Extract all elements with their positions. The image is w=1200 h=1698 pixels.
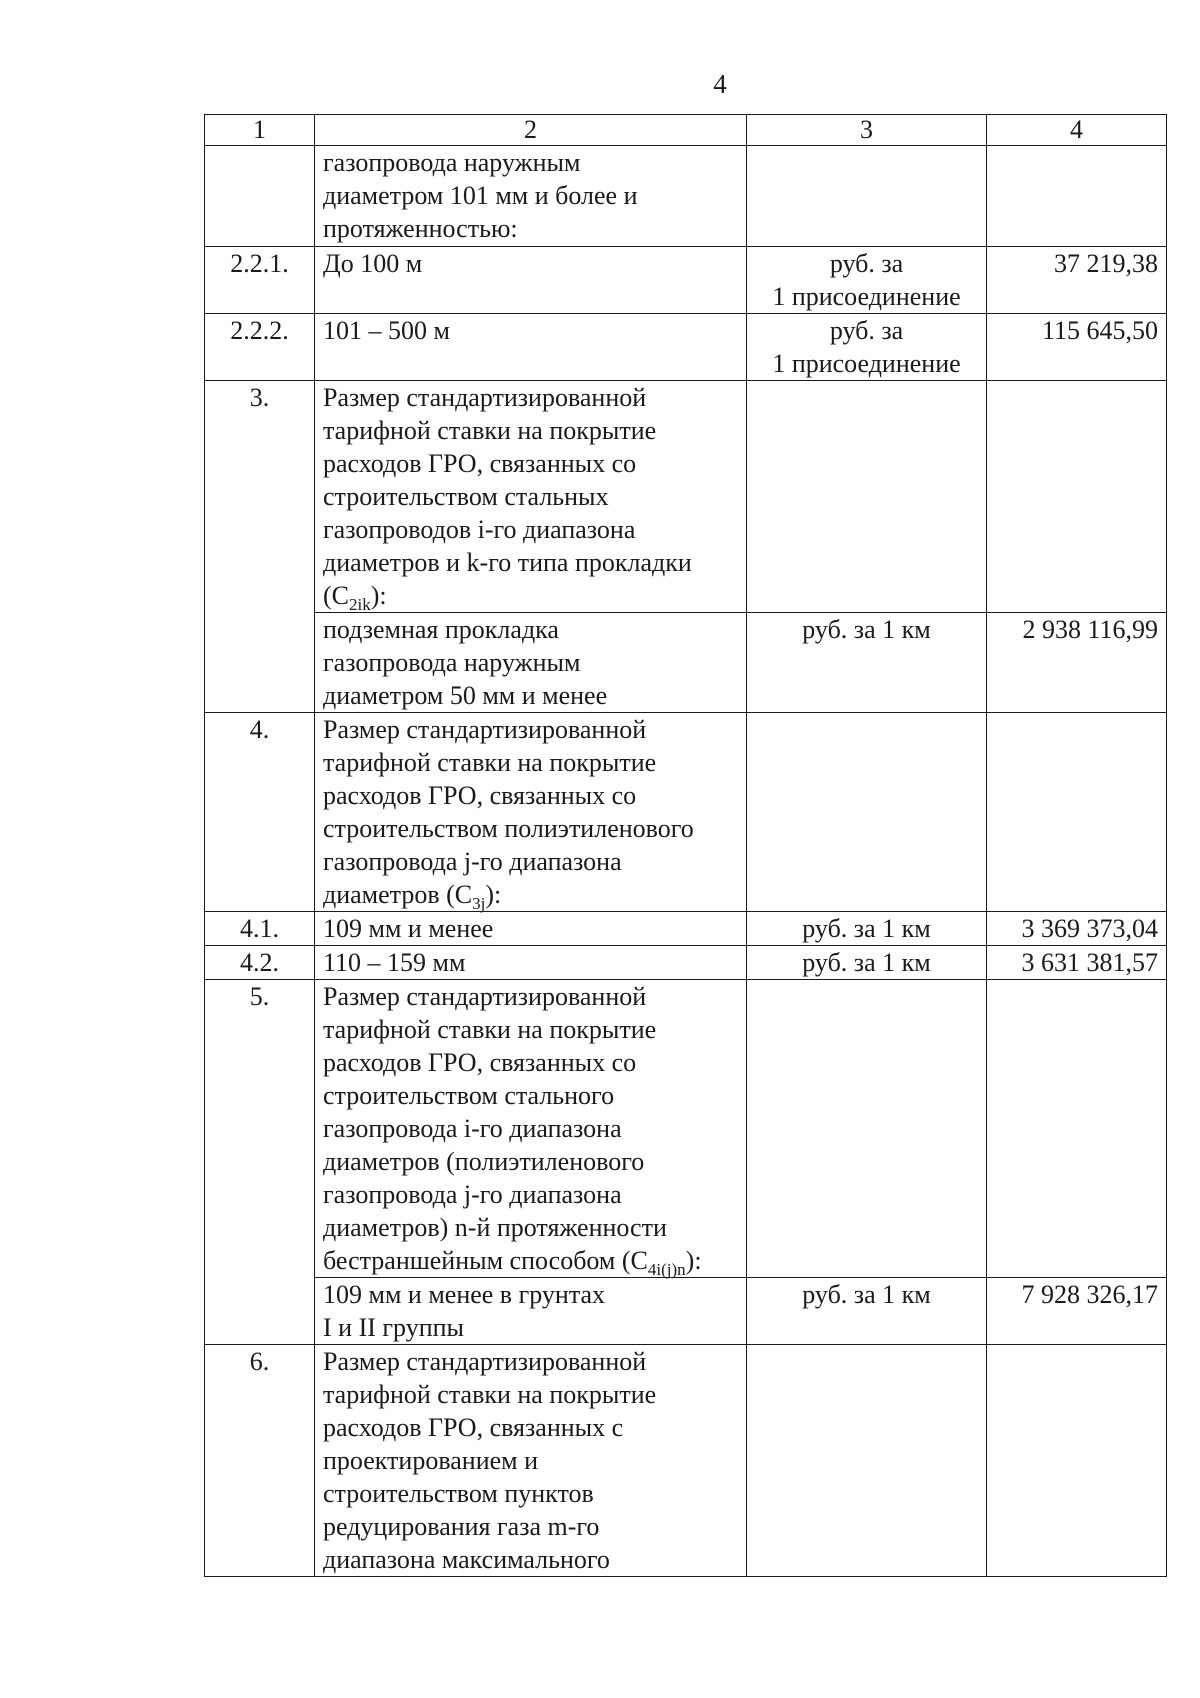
row-description: подземная прокладка газопровода наружным диаметром 50 мм и менее xyxy=(315,613,747,713)
table-row xyxy=(205,381,1167,613)
row-value: 3 369 373,04 xyxy=(987,912,1167,946)
row-description: 109 мм и менее в грунтах I и II группы xyxy=(315,1278,747,1345)
tariff-table xyxy=(204,114,1167,1577)
page-number: 4 xyxy=(713,69,727,99)
row-unit: руб. за 1 км xyxy=(747,613,987,713)
row-value xyxy=(987,713,1167,912)
row-value xyxy=(987,381,1167,613)
row-number: 6. xyxy=(205,1345,315,1577)
header-col-3: 3 xyxy=(747,115,987,146)
row-number xyxy=(205,146,315,247)
header-col-2: 2 xyxy=(315,115,747,146)
row-number: 3. xyxy=(205,381,315,613)
row-unit xyxy=(747,381,987,613)
row-unit xyxy=(747,980,987,1278)
row-number xyxy=(205,613,315,713)
table-row xyxy=(205,247,1167,314)
row-number: 4.1. xyxy=(205,912,315,946)
row-value: 3 631 381,57 xyxy=(987,946,1167,980)
formula-label: $(C_{2ik})$: xyxy=(323,581,387,615)
row-unit: руб. за 1 км xyxy=(747,946,987,980)
row-number: 2.2.1. xyxy=(205,247,315,314)
row-description: Размер стандартизированной тарифной ставки на покрытие расходов ГРО, связанных со строительством стальных газопроводов i-го диапазона диаметров и k-го типа прокладки $(C_{2ik})$: xyxy=(315,381,747,613)
row-value xyxy=(987,980,1167,1278)
table-row xyxy=(205,980,1167,1278)
table-row xyxy=(205,146,1167,247)
table-row xyxy=(205,613,1167,713)
row-description: 110 – 159 мм xyxy=(315,946,747,980)
row-number: 4. xyxy=(205,713,315,912)
table-row xyxy=(205,314,1167,381)
row-value: 115 645,50 xyxy=(987,314,1167,381)
table-row xyxy=(205,1345,1167,1577)
table-header-row xyxy=(205,115,1167,146)
row-description: До 100 м xyxy=(315,247,747,314)
row-description: 109 мм и менее xyxy=(315,912,747,946)
row-value: 2 938 116,99 xyxy=(987,613,1167,713)
formula-label: бестраншейным способом $(C_{4i(j)n})$: xyxy=(323,1246,702,1280)
row-value: 37 219,38 xyxy=(987,247,1167,314)
row-description: Размер стандартизированной тарифной ставки на покрытие расходов ГРО, связанных с проектированием и строительством пунктов редуцирования газа m-го диапазона максимального xyxy=(315,1345,747,1577)
row-unit: руб. за 1 присоединение xyxy=(747,314,987,381)
row-unit xyxy=(747,713,987,912)
header-col-1: 1 xyxy=(205,115,315,146)
row-unit xyxy=(747,1345,987,1577)
row-unit: руб. за 1 км xyxy=(747,912,987,946)
row-value xyxy=(987,1345,1167,1577)
row-unit: руб. за 1 км xyxy=(747,1278,987,1345)
row-description: 101 – 500 м xyxy=(315,314,747,381)
row-number: 5. xyxy=(205,980,315,1278)
row-unit: руб. за 1 присоединение xyxy=(747,247,987,314)
row-description: Размер стандартизированной тарифной ставки на покрытие расходов ГРО, связанных со строительством полиэтиленового газопровода j-го диапазона диаметров $(C_{3j})$: xyxy=(315,713,747,912)
row-description: Размер стандартизированной тарифной ставки на покрытие расходов ГРО, связанных со строительством стального газопровода i-го диапазона диаметров (полиэтиленового газопровода j-го диапазона диаметров) n-й протяженности бестраншейным способом $(C_{4i(j)n})$: xyxy=(315,980,747,1278)
table-row xyxy=(205,1278,1167,1345)
row-value xyxy=(987,146,1167,247)
table-row xyxy=(205,713,1167,912)
row-description: газопровода наружным диаметром 101 мм и более и протяженностью: xyxy=(315,146,747,247)
row-number: 2.2.2. xyxy=(205,314,315,381)
row-value: 7 928 326,17 xyxy=(987,1278,1167,1345)
table-row xyxy=(205,946,1167,980)
row-number: 4.2. xyxy=(205,946,315,980)
row-unit xyxy=(747,146,987,247)
header-col-4: 4 xyxy=(987,115,1167,146)
formula-label: диаметров $(C_{3j})$: xyxy=(323,880,502,914)
row-number xyxy=(205,1278,315,1345)
table-row xyxy=(205,912,1167,946)
